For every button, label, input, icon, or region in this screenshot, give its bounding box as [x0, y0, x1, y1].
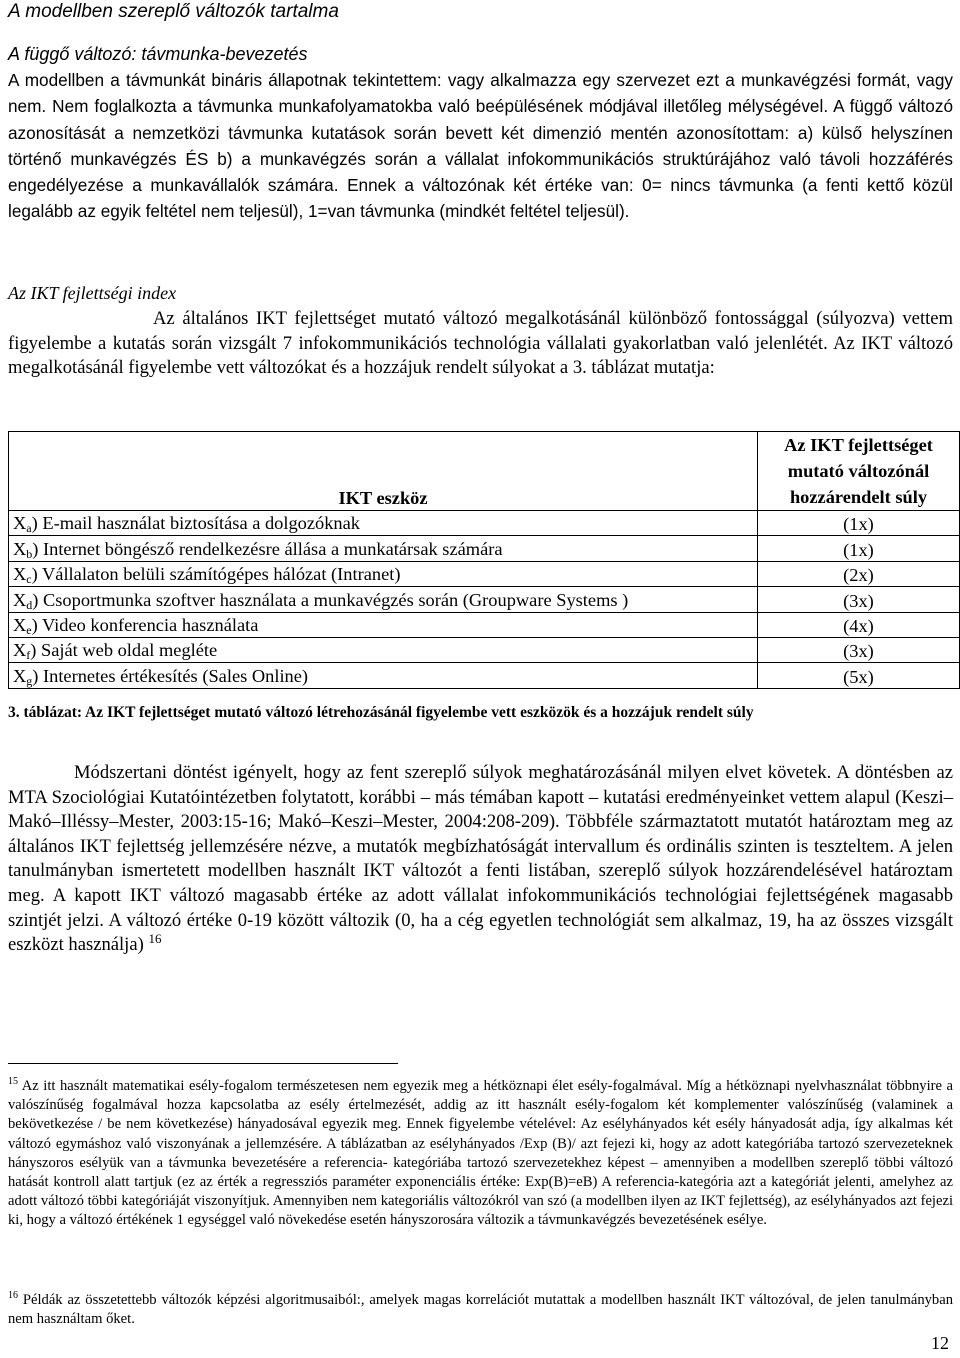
footnote-16	[8, 1291, 953, 1329]
variable-symbol: X	[13, 564, 27, 585]
table-header-weight: Az IKT fejlettséget mutató változónál hozzárendelt súly	[758, 432, 960, 511]
table-row	[9, 637, 960, 662]
variable-symbol: X	[13, 614, 27, 635]
variable-subscript: b	[26, 546, 33, 561]
table-row	[9, 561, 960, 586]
dependent-variable-paragraph: A modellben a távmunkát bináris állapotnak tekintettem: vagy alkalmazza egy szervezet ezt a munkavégzési formát, vagy nem. Nem foglalkozta a távmunka munkafolyamatokba való beépülésének módjával illetőleg mélységével. A függő változó azonosítását a nemzetközi távmunka kutatások során bevett két dimenzió mentén azonosítottam: a) külső helyszínen történő munkavégzés ÉS b) a munkavégzés során a vállalat infokommunikációs struktúrájához való távoli hozzáférés engedélyezése a munkavállalók számára. Ennek a változónak két értéke van: 0= nincs távmunka (a fenti kettő közül legalább az egyik feltétel nem teljesül), 1=van távmunka (mindkét feltétel teljesül).	[8, 70, 953, 222]
variable-subscript: g	[26, 673, 33, 688]
ikt-weights-table	[8, 431, 960, 689]
variable-symbol: X	[13, 589, 27, 610]
variable-subscript: a	[26, 521, 32, 536]
table-cell-weight: (1x)	[758, 536, 960, 561]
table-cell-tool	[9, 637, 758, 662]
tool-label: ) Internetes értékesítés (Sales Online)	[32, 665, 309, 686]
tool-label: ) Csoportmunka szoftver használata a munkavégzés során (Groupware Systems )	[32, 589, 629, 610]
table-header-row	[9, 432, 960, 511]
table-cell-weight: (3x)	[758, 637, 960, 662]
table-cell-weight: (3x)	[758, 587, 960, 612]
tool-label: ) Vállalaton belüli számítógépes hálózat (Intranet)	[31, 564, 401, 585]
variable-symbol: X	[13, 665, 27, 686]
tool-label: ) Saját web oldal megléte	[30, 640, 218, 661]
variable-symbol: X	[13, 538, 27, 559]
table-cell-weight: (1x)	[758, 511, 960, 536]
tool-label: ) E-mail használat biztosítása a dolgozóknak	[31, 513, 360, 534]
variable-subscript: d	[26, 597, 33, 612]
table-cell-tool	[9, 511, 758, 536]
tool-label: ) Internet böngésző rendelkezésre állása a munkatársak számára	[32, 538, 503, 559]
table-row	[9, 663, 960, 688]
table-row	[9, 612, 960, 637]
ikt-index-paragraph: Az általános IKT fejlettséget mutató változó megalkotásánál különböző fontossággal (súlyozva) vettem figyelembe a kutatás során vizsgált 7 infokommunikációs technológia vállalati gyakorlatban való jelenlétét. Az IKT változó megalkotásánál figyelembe vett változókat és a hozzájuk rendelt súlyokat a 3. táblázat mutatja:	[8, 308, 953, 378]
table-cell-tool	[9, 663, 758, 688]
footnote-separator	[8, 1063, 398, 1064]
variable-subscript: c	[26, 572, 32, 587]
variable-subscript: e	[26, 622, 32, 637]
table-row	[9, 536, 960, 561]
footnote-ref-16[interactable]: 16	[148, 931, 162, 947]
footnote-number: 16	[8, 1290, 18, 1301]
table-caption: 3. táblázat: Az IKT fejlettséget mutató változó létrehozásánál figyelembe vett eszközök és a hozzájuk rendelt súly	[8, 704, 754, 721]
footnote-text: Példák az összetettebb változók képzési algoritmusaiból:, amelyek magas korrelációt mutattak a modellben használt IKT változóval, de jelen tanulmányban nem használtam őket.	[8, 1292, 953, 1328]
method-paragraph	[8, 761, 953, 958]
variable-symbol: X	[13, 640, 27, 661]
table-cell-tool	[9, 587, 758, 612]
method-text: Módszertani döntést igényelt, hogy az fent szereplő súlyok meghatározásánál milyen elvet követek. A döntésben az MTA Szociológiai Kutatóintézetben folytatott, korábbi – más témában kapott – kutatási eredményeinket vettem alapul (Keszi–Makó–Illéssy–Mester, 2003:15-16; Makó–Keszi–Mester, 2004:208-209). Többféle származtatott mutatót határoztam meg az általános IKT fejlettség jellemzésére nézve, a mutatók megbízhatóságát intervallum és ordinális szinten is teszteltem. A jelen tanulmányban ismertetett modellben használt IKT változót a fenti listában, szereplő súlyok hozzárendelésével határoztam meg. A kapott IKT változó magasabb értéke az adott vállalat infokommunikációs technológiai fejlettségének magasabb szintjét jelzi. A változó értéke 0-19 között változik (0, ha a cég egyetlen technológiát sem alkalmaz, 19, ha az összes vizsgált eszközt használja)	[8, 762, 953, 956]
table-cell-weight: (4x)	[758, 612, 960, 637]
table-row	[9, 587, 960, 612]
page-number: 12	[931, 1333, 949, 1353]
table-cell-tool	[9, 536, 758, 561]
footnote-text: Az itt használt matematikai esély-fogalom természetesen nem egyezik meg a hétköznapi élet esély-fogalmával. Míg a hétköznapi nyelvhasználat többnyire a valószínűség fogalmával hozza kapcsolatba az esély értelmezését, addig az itt használt esély-fogalom két komplementer valószínűség (valaminek a bekövetkezése / be nem következése) hányadosával egyezik meg. Ennek figyelembe vételével: Az esélyhányados két esély hányadosát adja, így alkalmas két változó egymáshoz való viszonyának a jellemzésére. A táblázatban az esélyhányados /Exp (B)/ azt fejezi ki, hogy az adott kategóriába tartozó szervezeteknek hányszoros esélyük van a távmunka bevezetésére a referencia- kategóriába tartozó szervezetekhez képest – amennyiben a modellben szereplő többi változó hatását kontroll alatt tartjuk (ez az érték a regressziós paraméter exponenciális értéke: Exp(B)=eB) A referencia-kategória azt a kategóriát jelenti, amelyhez az adott változó többi kategóriáját viszonyítjuk. Amennyiben nem kategoriális változókról van szó (a modellben ilyen az IKT fejlettség), az esélyhányados azt fejezi ki, hogy a változó értékének 1 egységgel való növekedése esetén hányszorosára változik a távmunkavégzés bevezetésének esélye.	[8, 1078, 954, 1229]
table-row	[9, 511, 960, 536]
table-header-tool: IKT eszköz	[9, 432, 758, 511]
table-cell-weight: (2x)	[758, 561, 960, 586]
footnote-number: 15	[8, 1076, 18, 1087]
variable-subscript: f	[26, 648, 31, 663]
table-cell-tool	[9, 561, 758, 586]
ikt-index-heading: Az IKT fejlettségi index	[8, 283, 177, 303]
section-title: A modellben szereplő változók tartalma	[8, 1, 339, 22]
footnote-15	[8, 1077, 953, 1231]
tool-label: ) Video konferencia használata	[31, 614, 259, 635]
variable-symbol: X	[13, 513, 27, 534]
dependent-variable-heading: A függő változó: távmunka-bevezetés	[8, 44, 308, 64]
table-cell-tool	[9, 612, 758, 637]
table-cell-weight: (5x)	[758, 663, 960, 688]
